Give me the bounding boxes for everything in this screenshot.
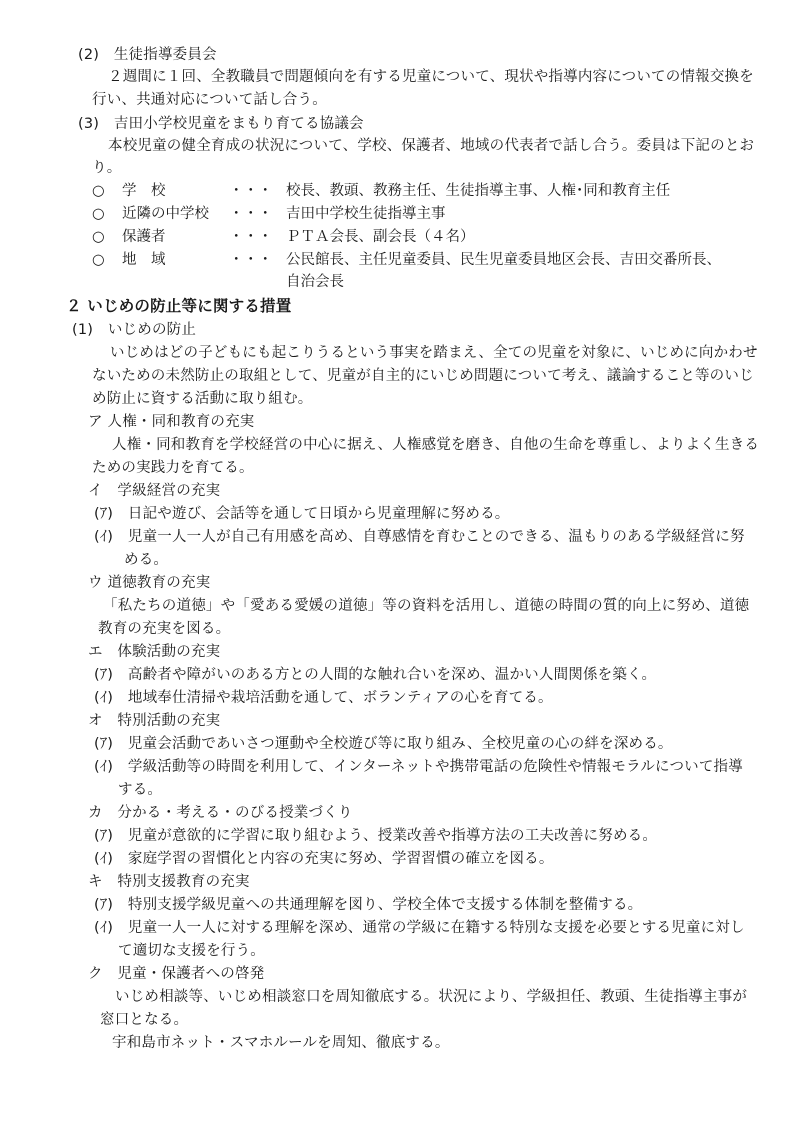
subsection-e-item: (ｲ) 地域奉仕清掃や栽培活動を通して、ボランティアの心を育てる。 bbox=[94, 690, 553, 706]
subsection-i-item: (ｱ) 日記や遊び、会話等を通して日頃から児童理解に努める。 bbox=[94, 506, 510, 522]
subsection-o-item: (ｲ) 学級活動等の時間を利用して、インターネットや携帯電話の危険性や情報モラルについて指導 bbox=[94, 759, 743, 775]
item3-body-line: 本校児童の健全育成の状況について、学校、保護者、地域の代表者で話し合う。委員は下記のとお bbox=[108, 138, 755, 154]
subsection-o-item: (ｱ) 児童会活動であいさつ運動や全校遊び等に取り組み、全校児童の心の絆を深める。 bbox=[94, 736, 673, 752]
subsection-ki-item: (ｲ) 児童一人一人に対する理解を深め、通常の学級に在籍する特別な支援を必要とする児童に対し bbox=[94, 920, 745, 936]
member-desc: 校長、教頭、教務主任、生徒指導主事、人権･同和教育主任 bbox=[286, 183, 671, 199]
subsection-ku-body-line: 宇和島市ネット・スマホルールを周知、徹底する。 bbox=[112, 1035, 450, 1051]
member-dots: ・・・ bbox=[229, 252, 273, 268]
member-label: 地 域 bbox=[122, 252, 166, 268]
sub1-body-line: ないための未然防止の取組として、児童が自主的にいじめ問題について考え、議論すること等のいじ bbox=[92, 368, 754, 384]
subsection-u-body-line: 教育の充実を図る。 bbox=[98, 621, 231, 637]
subsection-heading-ku: ク 児童・保護者への啓発 bbox=[88, 966, 265, 982]
member-mark: ○ bbox=[92, 183, 105, 199]
subsection-heading-a: ア 人権・同和教育の充実 bbox=[88, 414, 255, 430]
member-desc-continuation: 自治会長 bbox=[286, 274, 344, 290]
subsection-ku-body-line: いじめ相談等、いじめ相談窓口を周知徹底する。状況により、学級担任、教頭、生徒指導主事が bbox=[115, 989, 748, 1005]
member-label: 近隣の中学校 bbox=[122, 206, 209, 222]
member-dots: ・・・ bbox=[229, 206, 273, 222]
member-desc: ＰＴＡ会長、副会長（４名） bbox=[286, 229, 475, 245]
subsection-heading-ka: カ 分かる・考える・のびる授業づくり bbox=[88, 805, 353, 821]
member-dots: ・・・ bbox=[229, 183, 273, 199]
subsection-ka-item: (ｲ) 家庭学習の習慣化と内容の充実に努め、学習習慣の確立を図る。 bbox=[94, 851, 554, 867]
item2-body-line: ２週間に１回、全教職員で問題傾向を有する児童について、現状や指導内容についての情報交換を bbox=[108, 69, 754, 85]
subsection-e-item: (ｱ) 高齢者や障がいのある方との人間的な触れ合いを深め、温かい人間関係を築く。 bbox=[94, 667, 657, 683]
subsection-i-item-cont: める。 bbox=[124, 552, 169, 568]
member-mark: ○ bbox=[92, 229, 105, 245]
sub1-body-line: いじめはどの子どもにも起こりうるという事実を踏まえ、全ての児童を対象に、いじめに向かわせ bbox=[110, 345, 758, 361]
subsection-ka-item: (ｱ) 児童が意欲的に学習に取り組むよう、授業改善や指導方法の工夫改善に努める。 bbox=[94, 828, 658, 844]
subsection-heading-u: ウ 道徳教育の充実 bbox=[88, 575, 211, 591]
subsection-o-item-cont: する。 bbox=[118, 782, 163, 798]
member-mark: ○ bbox=[92, 252, 105, 268]
member-dots: ・・・ bbox=[229, 229, 273, 245]
subsection-a-body-line: 人権・同和教育を学校経営の中心に据え、人権感覚を磨き、自他の生命を尊重し、よりよく生きる bbox=[112, 437, 760, 453]
subsection-ki-item: (ｱ) 特別支援学級児童への共通理解を図り、学校全体で支援する体制を整備する。 bbox=[94, 897, 643, 913]
member-mark: ○ bbox=[92, 206, 105, 222]
member-label: 学 校 bbox=[122, 183, 166, 199]
subsection-heading-ki: キ 特別支援教育の充実 bbox=[88, 874, 250, 890]
member-desc: 公民館長、主任児童委員、民生児童委員地区会長、吉田交番所長、 bbox=[286, 252, 721, 268]
subsection-heading-e: エ 体験活動の充実 bbox=[88, 644, 221, 660]
member-desc: 吉田中学校生徒指導主事 bbox=[286, 206, 446, 222]
sub1-body-line: め防止に資する活動に取り組む。 bbox=[92, 391, 313, 407]
subsection-u-body-line: 「私たちの道徳」や「愛ある愛媛の道徳」等の資料を活用し、道徳の時間の質的向上に努め、道徳 bbox=[103, 598, 750, 614]
section2-heading: ２ いじめの防止等に関する措置 bbox=[66, 297, 292, 315]
sub1-heading: (1) いじめの防止 bbox=[72, 322, 197, 338]
item3-heading: (3) 吉田小学校児童をまもり育てる協議会 bbox=[78, 116, 364, 132]
member-label: 保護者 bbox=[122, 229, 166, 245]
subsection-ki-item-cont: て適切な支援を行う。 bbox=[118, 943, 265, 959]
item2-body-line: 行い、共通対応について話し合う。 bbox=[92, 92, 327, 108]
subsection-heading-o: オ 特別活動の充実 bbox=[88, 713, 221, 729]
subsection-heading-i: イ 学級経営の充実 bbox=[88, 483, 221, 499]
item2-heading: (2) 生徒指導委員会 bbox=[78, 47, 217, 63]
subsection-i-item: (ｲ) 児童一人一人が自己有用感を高め、自尊感情を育むことのできる、温もりのある学級経営に努 bbox=[94, 529, 745, 545]
subsection-a-body-line: ための実践力を育てる。 bbox=[92, 460, 254, 476]
item3-body-line: り。 bbox=[92, 160, 122, 176]
subsection-ku-body-line: 窓口となる。 bbox=[100, 1012, 189, 1028]
